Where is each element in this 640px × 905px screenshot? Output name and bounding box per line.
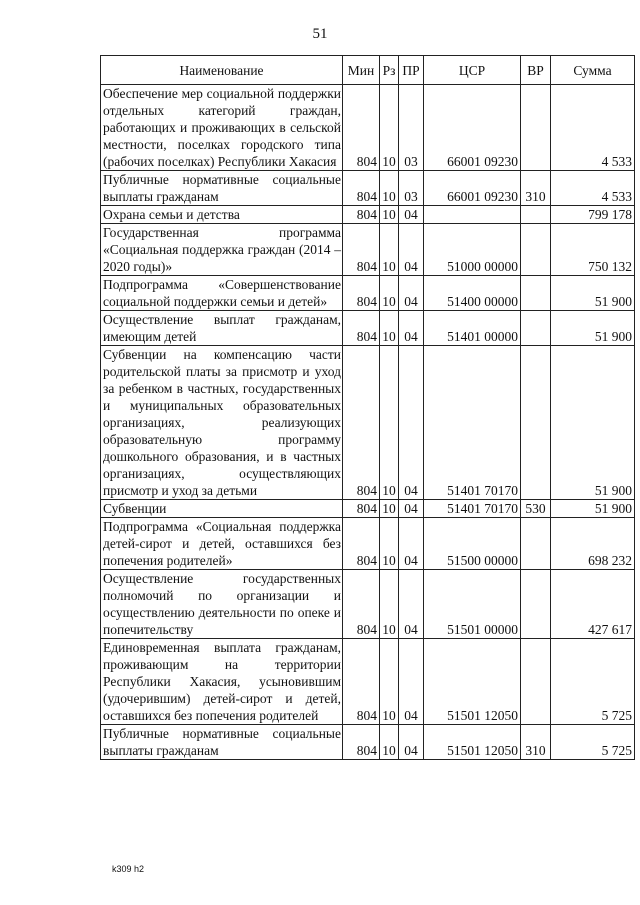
cell-pr: 03 [399,85,424,171]
cell-vr [521,85,551,171]
cell-name: Публичные нормативные социальные выплаты гражданам [101,725,343,760]
cell-vr [521,570,551,639]
header-vr: ВР [521,56,551,85]
cell-pr: 04 [399,639,424,725]
cell-min: 804 [343,171,380,206]
table-row [101,206,635,224]
cell-sum: 427 617 [551,570,635,639]
cell-rz: 10 [380,206,399,224]
cell-sum: 799 178 [551,206,635,224]
header-pr: ПР [399,56,424,85]
cell-csr: 66001 09230 [424,85,521,171]
cell-name: Осуществление выплат гражданам, имеющим детей [101,311,343,346]
cell-pr: 03 [399,171,424,206]
cell-vr [521,346,551,500]
cell-sum: 750 132 [551,224,635,276]
cell-name: Подпрограмма «Совершенствование социальной поддержки семьи и детей» [101,276,343,311]
cell-sum: 51 900 [551,276,635,311]
cell-min: 804 [343,518,380,570]
table-row [101,85,635,171]
cell-name: Подпрограмма «Социальная поддержка детей-сирот и детей, оставшихся без попечения родителей» [101,518,343,570]
cell-csr: 51401 70170 [424,500,521,518]
cell-sum: 5 725 [551,725,635,760]
footer-code: k309 h2 [112,864,145,874]
header-row [101,56,635,85]
cell-csr: 66001 09230 [424,171,521,206]
cell-name: Государственная программа «Социальная поддержка граждан (2014 – 2020 годы)» [101,224,343,276]
cell-vr [521,206,551,224]
cell-vr [521,518,551,570]
cell-min: 804 [343,639,380,725]
header-csr: ЦСР [424,56,521,85]
cell-csr: 51400 00000 [424,276,521,311]
cell-sum: 4 533 [551,171,635,206]
cell-rz: 10 [380,639,399,725]
table-row [101,224,635,276]
table-row [101,570,635,639]
table-row [101,500,635,518]
cell-vr [521,311,551,346]
page-number: 51 [312,26,328,42]
cell-min: 804 [343,500,380,518]
cell-name: Единовременная выплата гражданам, проживающим на территории Республики Хакасия, усыновившим (удочерившим) детей-сирот и детей, оставшихся без попечения родителей [101,639,343,725]
cell-pr: 04 [399,500,424,518]
cell-pr: 04 [399,311,424,346]
table-header [101,56,635,85]
table-row [101,276,635,311]
cell-pr: 04 [399,346,424,500]
cell-rz: 10 [380,276,399,311]
cell-rz: 10 [380,311,399,346]
cell-min: 804 [343,311,380,346]
cell-vr: 310 [521,725,551,760]
budget-table [100,55,635,760]
cell-vr [521,639,551,725]
cell-min: 804 [343,725,380,760]
cell-sum: 5 725 [551,639,635,725]
cell-pr: 04 [399,725,424,760]
table-row [101,518,635,570]
cell-name: Осуществление государственных полномочий по организации и осуществлению деятельности по опеке и попечительству [101,570,343,639]
cell-min: 804 [343,570,380,639]
cell-csr: 51501 00000 [424,570,521,639]
cell-name: Субвенции [101,500,343,518]
cell-rz: 10 [380,224,399,276]
cell-name: Публичные нормативные социальные выплаты гражданам [101,171,343,206]
cell-sum: 51 900 [551,500,635,518]
cell-pr: 04 [399,206,424,224]
header-sum: Сумма [551,56,635,85]
cell-csr: 51401 70170 [424,346,521,500]
cell-vr [521,276,551,311]
cell-csr [424,206,521,224]
table-row [101,639,635,725]
cell-vr: 530 [521,500,551,518]
cell-min: 804 [343,224,380,276]
cell-pr: 04 [399,276,424,311]
cell-rz: 10 [380,346,399,500]
cell-pr: 04 [399,570,424,639]
table-row [101,171,635,206]
cell-rz: 10 [380,518,399,570]
cell-vr [521,224,551,276]
cell-name: Обеспечение мер социальной поддержки отдельных категорий граждан, работающих и проживающих в сельской местности, поселках городского типа (рабочих поселках) Республики Хакасия [101,85,343,171]
cell-sum: 51 900 [551,346,635,500]
cell-name: Охрана семьи и детства [101,206,343,224]
cell-csr: 51501 12050 [424,639,521,725]
cell-sum: 51 900 [551,311,635,346]
cell-rz: 10 [380,725,399,760]
table-row [101,725,635,760]
cell-rz: 10 [380,570,399,639]
cell-sum: 698 232 [551,518,635,570]
cell-csr: 51000 00000 [424,224,521,276]
cell-rz: 10 [380,171,399,206]
table-row [101,311,635,346]
table-body [101,85,635,760]
cell-sum: 4 533 [551,85,635,171]
table-row [101,346,635,500]
cell-csr: 51501 12050 [424,725,521,760]
cell-csr: 51500 00000 [424,518,521,570]
cell-pr: 04 [399,224,424,276]
cell-name: Субвенции на компенсацию части родительской платы за присмотр и уход за ребенком в частных, государственных и муниципальных образовательных организациях, реализующих образовательную программу дошкольного образования, и в частных организациях, осуществляющих присмотр и уход за детьми [101,346,343,500]
cell-csr: 51401 00000 [424,311,521,346]
cell-min: 804 [343,85,380,171]
header-rz: Рз [380,56,399,85]
cell-min: 804 [343,276,380,311]
cell-min: 804 [343,346,380,500]
cell-min: 804 [343,206,380,224]
cell-rz: 10 [380,500,399,518]
cell-pr: 04 [399,518,424,570]
header-name: Наименование [101,56,343,85]
cell-rz: 10 [380,85,399,171]
cell-vr: 310 [521,171,551,206]
header-min: Мин [343,56,380,85]
